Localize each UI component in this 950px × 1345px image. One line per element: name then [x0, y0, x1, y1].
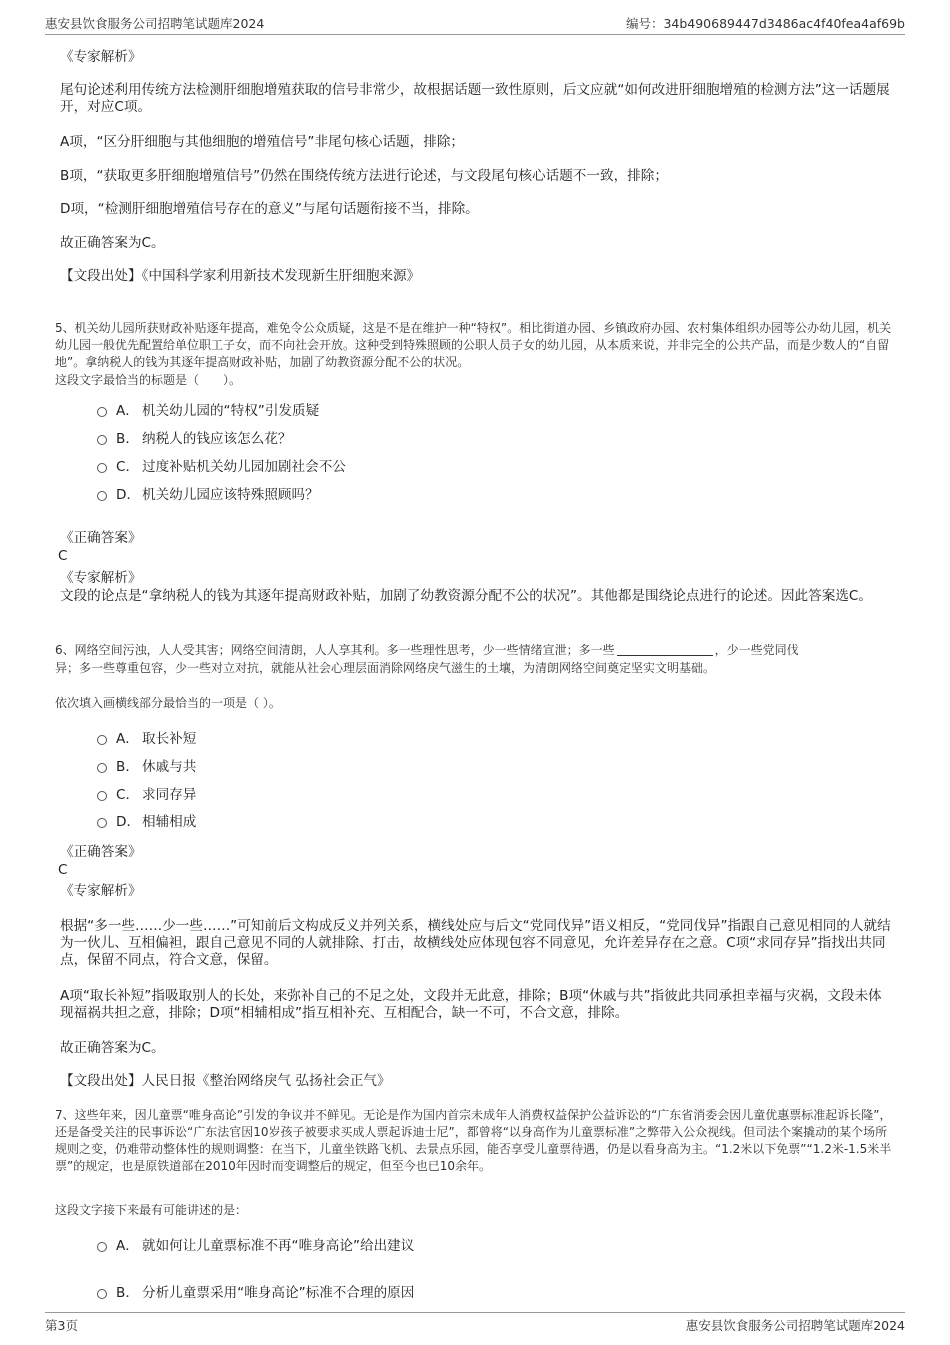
q4-expert-label: 《专家解析》 [60, 49, 142, 65]
q6-option-a[interactable]: A． 取长补短 [97, 730, 196, 748]
q5-question: 这段文字最恰当的标题是（ ）。 [55, 373, 242, 387]
q6-stem-line1: 6、网络空间污浊，人人受其害；网络空间清朗，人人享其利。多一些理性思考，少一些情绪宣泄；多一些 ，少一些党同伐 [55, 643, 799, 657]
q6-stem-line2: 异；多一些尊重包容，少一些对立对抗，就能从社会心理层面消除网络戾气滋生的土壤，为清朗网络空间奠定坚实文明基础。 [55, 661, 716, 675]
q4-option-d-analysis: D项，“检测肝细胞增殖信号存在的意义”与尾句话题衔接不当，排除。 [60, 201, 479, 217]
page-number: 第3页 [45, 1318, 78, 1333]
radio-icon[interactable] [97, 818, 107, 828]
q4-conclusion: 故正确答案为C。 [60, 235, 165, 251]
q7-option-a[interactable]: A． 就如何让儿童票标准不再“唯身高论”给出建议 [97, 1237, 414, 1255]
q6-answer: C [58, 862, 68, 878]
q5-option-d[interactable]: D． 机关幼儿园应该特殊照顾吗？ [97, 486, 319, 504]
radio-icon[interactable] [97, 463, 107, 473]
page-header [45, 14, 905, 35]
q6-expert-label: 《专家解析》 [60, 883, 142, 899]
q4-option-b-analysis: B项，“获取更多肝细胞增殖信号”仍然在围绕传统方法进行论述，与文段尾句核心话题不一致，排除； [60, 168, 668, 184]
q5-option-c[interactable]: C． 过度补贴机关幼儿园加剧社会不公 [97, 458, 346, 476]
radio-icon[interactable] [97, 435, 107, 445]
footer-title: 惠安县饮食服务公司招聘笔试题库2024 [685, 1318, 905, 1333]
q5-answer: C [58, 548, 68, 564]
radio-icon[interactable] [97, 491, 107, 501]
q7-stem: 7、这些年来，因儿童票“唯身高论”引发的争议并不鲜见。无论是作为国内首宗未成年人消费权益保护公益诉讼的“广东省消委会因儿童优惠票标准起诉长隆”，还是备受关注的民事诉讼“广东法官因10岁孩子被要求买成人票起诉迪士尼”，都曾将“以身高作为儿童票标准”之弊带入公众视线。但司法个案撬动的某个场所规则之变，仍难带动整体性的规则调整：在当下，儿童坐铁路飞机、去景点乐园，能否享受儿童票待遇，仍是以看身高为主。“1.2米以下免票”“1.2米-1.5米半票”的规定，也是原铁道部在2010年因时而变调整后的规定，但至今也已10余年。 [55, 1108, 892, 1173]
radio-icon[interactable] [97, 735, 107, 745]
fill-blank [617, 643, 713, 656]
radio-icon[interactable] [97, 763, 107, 773]
q7-question: 这段文字接下来最有可能讲述的是： [55, 1203, 248, 1217]
q4-source: 【文段出处】《中国科学家利用新技术发现新生肝细胞来源》 [60, 268, 421, 284]
q4-analysis: 尾句论述利用传统方法检测肝细胞增殖获取的信号非常少，故根据话题一致性原则，后文应就“如何改进肝细胞增殖的检测方法”这一话题展开，对应C项。 [60, 82, 890, 115]
radio-icon[interactable] [97, 1289, 107, 1299]
q6-answer-label: 《正确答案》 [60, 844, 142, 860]
q6-analysis: 根据“多一些……少一些……”可知前后文构成反义并列关系，横线处应与后文“党同伐异”语义相反，“党同伐异”指跟自己意见相同的人就结为一伙儿、互相偏袒，跟自己意见不同的人就排除、打击，故横线处应体现包容不同意见，允许差异存在之意。C项“求同存异”指找出共同点，保留不同点，符合文意，保留。 [60, 918, 891, 968]
radio-icon[interactable] [97, 791, 107, 801]
q6-source: 【文段出处】人民日报《整治网络戾气 弘扬社会正气》 [60, 1073, 391, 1089]
q6-other-options: A项“取长补短”指吸取别人的长处，来弥补自己的不足之处，文段并无此意，排除；B项“休戚与共”指彼此共同承担幸福与灾祸，文段未体现福祸共担之意，排除；D项“相辅相成”指互相补充、互相配合，缺一不可，不合文意，排除。 [60, 988, 882, 1021]
page-footer [45, 1312, 905, 1337]
q5-option-a[interactable]: A． 机关幼儿园的“特权”引发质疑 [97, 402, 319, 420]
q5-analysis: 文段的论点是“拿纳税人的钱为其逐年提高财政补贴，加剧了幼教资源分配不公的状况”。其他都是围绕论点进行的论述。因此答案选C。 [60, 588, 873, 604]
header-doc-id: 编号：34b490689447d3486ac4f40fea4af69b [625, 16, 905, 31]
q6-option-c[interactable]: C． 求同存异 [97, 786, 196, 804]
q5-expert-label: 《专家解析》 [60, 570, 142, 586]
header-title: 惠安县饮食服务公司招聘笔试题库2024 [45, 16, 265, 31]
radio-icon[interactable] [97, 407, 107, 417]
q5-stem: 5、机关幼儿园所获财政补贴逐年提高，难免令公众质疑，这是不是在维护一种“特权”。相比街道办园、乡镇政府办园、农村集体组织办园等公办幼儿园，机关幼儿园一般优先配置给单位职工子女，而不向社会开放。这种受到特殊照顾的公职人员子女的幼儿园，从本质来说，并非完全的公共产品，而是少数人的“自留地”。拿纳税人的钱为其逐年提高财政补贴，加剧了幼教资源分配不公的状况。 [55, 321, 892, 369]
q6-question: 依次填入画横线部分最恰当的一项是（ ）。 [55, 696, 281, 710]
q7-option-b[interactable]: B． 分析儿童票采用“唯身高论”标准不合理的原因 [97, 1284, 414, 1302]
q4-option-a-analysis: A项，“区分肝细胞与其他细胞的增殖信号”非尾句核心话题，排除； [60, 134, 465, 150]
q6-conclusion: 故正确答案为C。 [60, 1040, 165, 1056]
q5-answer-label: 《正确答案》 [60, 530, 142, 546]
q6-option-d[interactable]: D． 相辅相成 [97, 813, 196, 831]
q6-option-b[interactable]: B． 休戚与共 [97, 758, 196, 776]
q5-option-b[interactable]: B． 纳税人的钱应该怎么花？ [97, 430, 292, 448]
radio-icon[interactable] [97, 1242, 107, 1252]
